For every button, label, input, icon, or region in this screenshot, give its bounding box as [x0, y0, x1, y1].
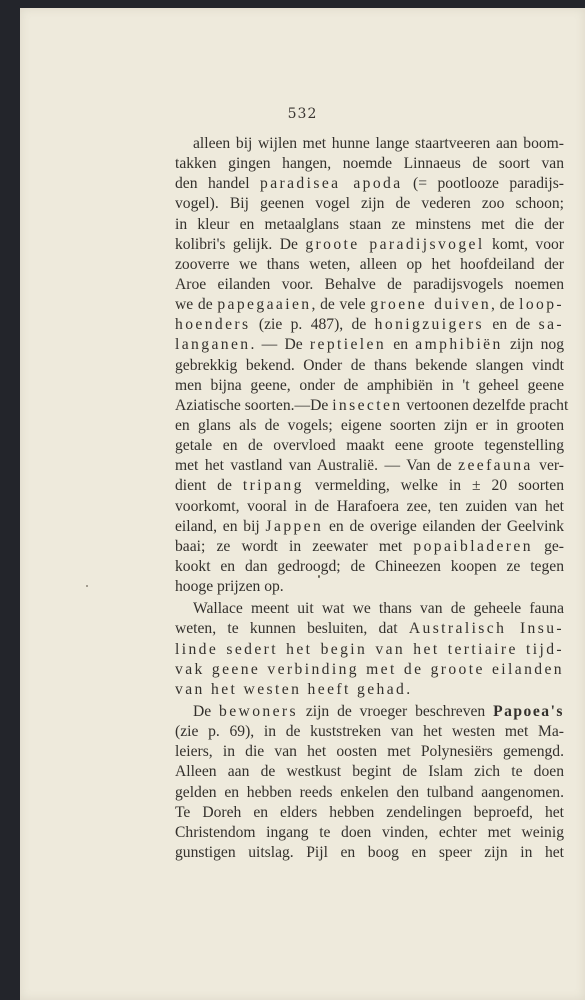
text-run: met het vastland van Australië. — Van de — [175, 457, 459, 475]
spaced-emphasis: Australisch Insu- — [408, 620, 564, 638]
text-line — [175, 517, 564, 537]
text-line — [175, 396, 569, 416]
text-line — [175, 356, 564, 376]
text-run: men bijna geene, onder de amphibiën in 't geheel geene — [175, 376, 564, 394]
text-line — [175, 436, 564, 456]
text-run: (zie p. 69), in de kuststreken van het westen met Ma- — [175, 723, 564, 741]
spaced-emphasis: papegaaien — [217, 296, 312, 314]
text-run: eiland, en bij — [175, 517, 266, 535]
text-line — [175, 154, 564, 174]
text-run: Aroe eilanden voor. Behalve de paradijsvogels noemen — [175, 275, 564, 293]
spaced-emphasis: honigzuigers — [374, 316, 485, 334]
spaced-emphasis: popaibladeren — [413, 537, 533, 555]
text-line — [175, 803, 564, 823]
text-run: baai; ze wordt in zeewater met — [175, 537, 414, 555]
text-run: dient de — [175, 477, 243, 495]
text-run: Christendom ingang te doen vinden, echter met weinig — [175, 823, 564, 841]
text-run: we de — [175, 296, 218, 314]
spaced-emphasis: groote paradijsvogel — [305, 235, 485, 253]
text-run: kolibri's gelijk. De — [175, 235, 306, 253]
text-line — [175, 456, 564, 476]
text-line — [175, 722, 564, 742]
text-line — [175, 823, 564, 843]
text-run: en glans als de vogels; eigene soorten zijn er in grooten — [175, 416, 564, 434]
text-run: ver- — [532, 457, 564, 475]
spaced-emphasis: langanen — [175, 336, 251, 354]
paper-speck — [86, 585, 88, 587]
text-run: kookt en dan gedroogd; de Chineezen koopen ze tegen — [175, 557, 564, 575]
text-line — [175, 255, 564, 275]
text-run: leiers, in die van het oosten met Polynesiërs gemengd. — [175, 743, 564, 761]
text-run: De — [193, 702, 220, 720]
bold-emphasis: Papoea's — [493, 702, 564, 720]
text-run: takken gingen hangen, noemde Linnaeus de soort van — [175, 155, 564, 173]
spaced-emphasis: van het westen heeft gehad. — [175, 680, 413, 698]
spaced-emphasis: bewoners — [219, 702, 298, 720]
text-line — [175, 275, 564, 295]
text-run: Aziatische soorten.—De — [175, 396, 333, 414]
text-line — [175, 315, 564, 335]
text-line — [175, 619, 564, 639]
book-page — [20, 8, 585, 1000]
text-run: alleen bij wijlen met hunne lange staartveeren aan boom- — [193, 135, 564, 152]
text-line — [175, 497, 564, 517]
text-run: Te Doreh en elders hebben zendelingen beproefd, het — [175, 803, 564, 821]
text-line — [175, 640, 564, 660]
spaced-emphasis: reptielen — [309, 336, 387, 354]
text-run: hooge prijzen op. — [175, 578, 284, 596]
text-run: getale en de overvloed maakt eene groote tegenstelling — [175, 437, 564, 455]
text-run: gelden en hebben reeds enkelen den tulband aangenomen. — [175, 783, 564, 801]
text-run: gebrekkig bekend. Onder de thans bekende slangen vindt — [175, 356, 564, 374]
text-line — [175, 174, 564, 194]
spaced-emphasis: insecten — [332, 396, 403, 414]
page-number: 532 — [287, 106, 318, 122]
text-run: vogel). Bij geenen vogel zijn de vederen zoo schoon; — [175, 195, 564, 213]
spaced-emphasis: paradisea apoda — [260, 175, 403, 193]
spaced-emphasis: vak geene verbinding met de groote eilanden — [175, 660, 564, 678]
text-run: zooverre we thans weten, alleen op het hoofdeiland der — [175, 255, 564, 273]
text-run: vermelding, welke in ± 20 soorten — [303, 477, 564, 495]
spaced-emphasis: sa- — [538, 316, 564, 334]
text-line — [175, 577, 564, 597]
text-run: gunstigen uitslag. Pijl en boog en speer zijn in het — [175, 843, 564, 861]
body-text — [175, 134, 569, 863]
text-run: (= pootlooze paradijs- — [402, 175, 564, 193]
text-line — [175, 557, 564, 577]
text-run: , de — [491, 296, 520, 314]
text-run: , de vele — [311, 296, 371, 314]
text-line — [175, 680, 564, 700]
text-line — [175, 742, 564, 762]
text-line — [175, 376, 564, 396]
text-run: en de overige eilanden der Geelvink — [323, 517, 565, 535]
text-run: zijn de vroeger beschreven — [298, 702, 494, 720]
text-run: in kleur en metaalglans staan ze minstens met die der — [175, 215, 564, 233]
spaced-emphasis: Jappen — [265, 517, 324, 535]
text-line — [175, 134, 564, 154]
spaced-emphasis: hoenders — [175, 316, 251, 334]
text-run: ge- — [532, 537, 564, 555]
text-run: den handel — [175, 175, 260, 193]
spaced-emphasis: groene duiven — [370, 296, 492, 314]
text-line — [175, 295, 564, 315]
spaced-emphasis: tripang — [242, 477, 304, 495]
text-line — [175, 599, 564, 619]
text-line — [175, 194, 564, 214]
spaced-emphasis: zeefauna — [458, 457, 533, 475]
text-run: (zie p. 487), de — [250, 316, 375, 334]
text-line — [175, 476, 564, 496]
spaced-emphasis: amphibiën — [415, 336, 503, 354]
text-line — [175, 762, 564, 782]
text-line — [175, 702, 564, 722]
text-line — [175, 235, 564, 255]
text-run: vertoonen dezelfde pracht — [402, 396, 569, 414]
text-run: weten, te kunnen besluiten, dat — [175, 620, 409, 638]
text-run: zijn nog — [502, 336, 564, 354]
text-line — [175, 416, 564, 436]
text-line — [175, 335, 564, 355]
text-line — [175, 215, 564, 235]
text-line — [175, 843, 564, 863]
text-run: . — De — [250, 336, 310, 354]
text-run: voorkomt, vooral in de Harafoera zee, ten zuiden van het — [175, 497, 564, 515]
paper-speck — [318, 575, 320, 578]
text-run: Wallace meent uit wat we thans van de geheele fauna — [193, 600, 564, 618]
spaced-emphasis: linde sedert het begin van het tertiaire tijd- — [175, 640, 564, 658]
text-run: en — [386, 336, 416, 354]
spaced-emphasis: loop- — [519, 296, 565, 314]
text-run: en de — [484, 316, 539, 334]
text-line — [175, 783, 564, 803]
text-run: komt, voor — [484, 235, 564, 253]
text-run: Alleen aan de westkust begint de Islam zich te doen — [175, 763, 564, 781]
text-line — [175, 660, 564, 680]
text-line — [175, 537, 564, 557]
